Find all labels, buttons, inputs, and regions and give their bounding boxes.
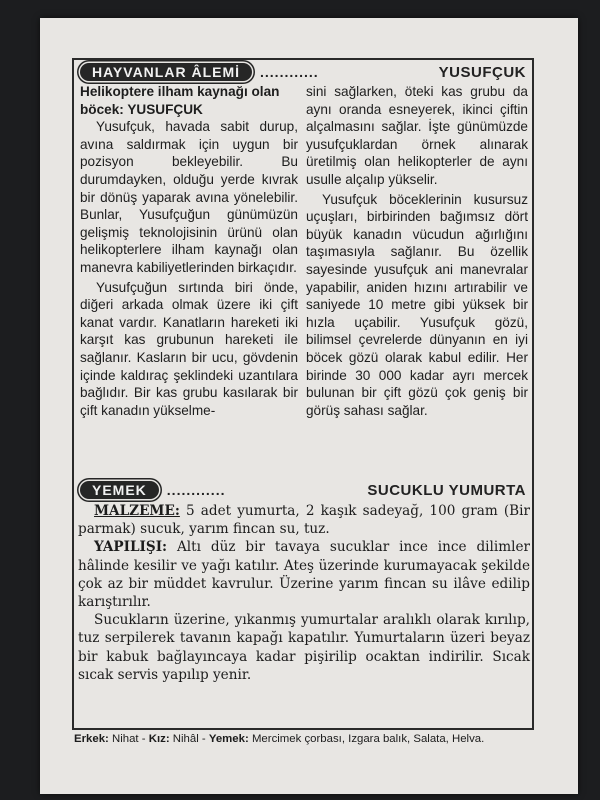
footer-label: Kız: xyxy=(148,733,170,745)
instructions-label: YAPILIŞI: xyxy=(94,539,168,556)
footer-label: Yemek: xyxy=(208,733,249,745)
article-right-column xyxy=(306,83,528,419)
daily-footer xyxy=(74,733,544,745)
recipe-body xyxy=(78,502,530,684)
section-header-animals xyxy=(80,62,530,82)
footer-value: Mercimek çorbası, Izgara balık, Salata, Helva. xyxy=(248,733,485,745)
instructions-text: Altı düz bir tavaya sucuklar ince ince dilimler hâlinde kesilir ve yağı katılır. Ateş üzerinde kurumayacak şekilde çok az bir müddet kavrulur. Üzerine yarım fincan su ilâve edilip karıştırılır. xyxy=(78,539,530,611)
article-paragraph: Yusufçuk, havada sabit durup, avına saldırmak için uygun bir pozisyon bekleyebilir. Bu durumdayken, olduğu yerde kıvrak bir dönüş yaparak avına yönelebilir. Bunlar, Yusufçuğun günümüzün gelişmiş teknolojisinin ürünü olan helikopterlere ilham kaynağı olan manevra kabiliyetlerinden birkaçıdır. xyxy=(80,119,298,275)
section-label-food: YEMEK xyxy=(80,481,159,499)
article-paragraph: Yusufçuğun sırtında biri önde, diğeri arkada olmak üzere iki çift kanat vardır. Kanatların hareketi iki karşıt kas grubunun hareketi ile sağlanır. Kasların bir ucu, gövdenin içinde kaldıraç şeklindeki uzantılara bağlıdır. Bir kas grubu kasılarak bir çift kanadın yükselme- xyxy=(80,279,298,418)
section-topic: SUCUKLU YUMURTA xyxy=(367,481,526,499)
recipe-instructions xyxy=(78,538,530,611)
recipe-ingredients xyxy=(78,502,530,538)
header-dots: ............ xyxy=(166,482,226,498)
ingredients-label: MALZEME: xyxy=(94,503,180,519)
header-dots: ............ xyxy=(260,64,319,80)
footer-label: Erkek: xyxy=(74,733,109,745)
section-topic: YUSUFÇUK xyxy=(438,63,526,81)
article-paragraph: sini sağlarken, öteki kas grubu da aynı oranda esneyerek, ikinci çiftin alçalmasını sağlar. İşte günümüzde yusufçuklardan örnek alınarak üretilmiş olan helikopterler de aynı usulle alçalıp yükselir. xyxy=(306,84,528,187)
recipe-paragraph: Sucukların üzerine, yıkanmış yumurtalar aralıklı olarak kırılıp, tuz serpilerek tavanın kapağı kapatılır. Yumurtaların üzeri beyaz bir kabuk bağlayıncaya kadar pişirilip ocaktan indirilir. Sıcak sıcak servis yapılıp yenir. xyxy=(78,612,530,683)
article-title: Helikoptere ilham kaynağı olan böcek: YUSUFÇUK xyxy=(80,84,280,117)
footer-value: Nihat - xyxy=(108,733,149,745)
article-paragraph: Yusufçuk böceklerinin kusursuz uçuşları, birbirinden bağımsız dört büyük kanadın vücudun ağırlığını taşımasıyla sağlanır. Bu özellik sayesinde yusufçuk ani manevralar yapabilir, aniden hızını artırabilir ve saniyede 10 metre gibi yüksek bir hızla uçabilir. Yusufçuk gözü, bilimsel çevrelerde dünyanın en iyi böcek gözü olarak kabul edilir. Her birinde 30 000 kadar ayrı mercek bulunan bir çift gözü çok geniş bir görüş sahası sağlar. xyxy=(306,191,528,418)
article-left-column xyxy=(80,83,298,419)
ingredients-text: 5 adet yumurta, 2 kaşık sadeyağ, 100 gram (Bir parmak) sucuk, yarım fincan su, tuz. xyxy=(78,503,530,538)
footer-value: Nihâl - xyxy=(169,733,209,745)
section-label-animals: HAYVANLAR ÂLEMİ xyxy=(80,63,252,81)
section-header-food xyxy=(80,480,530,500)
